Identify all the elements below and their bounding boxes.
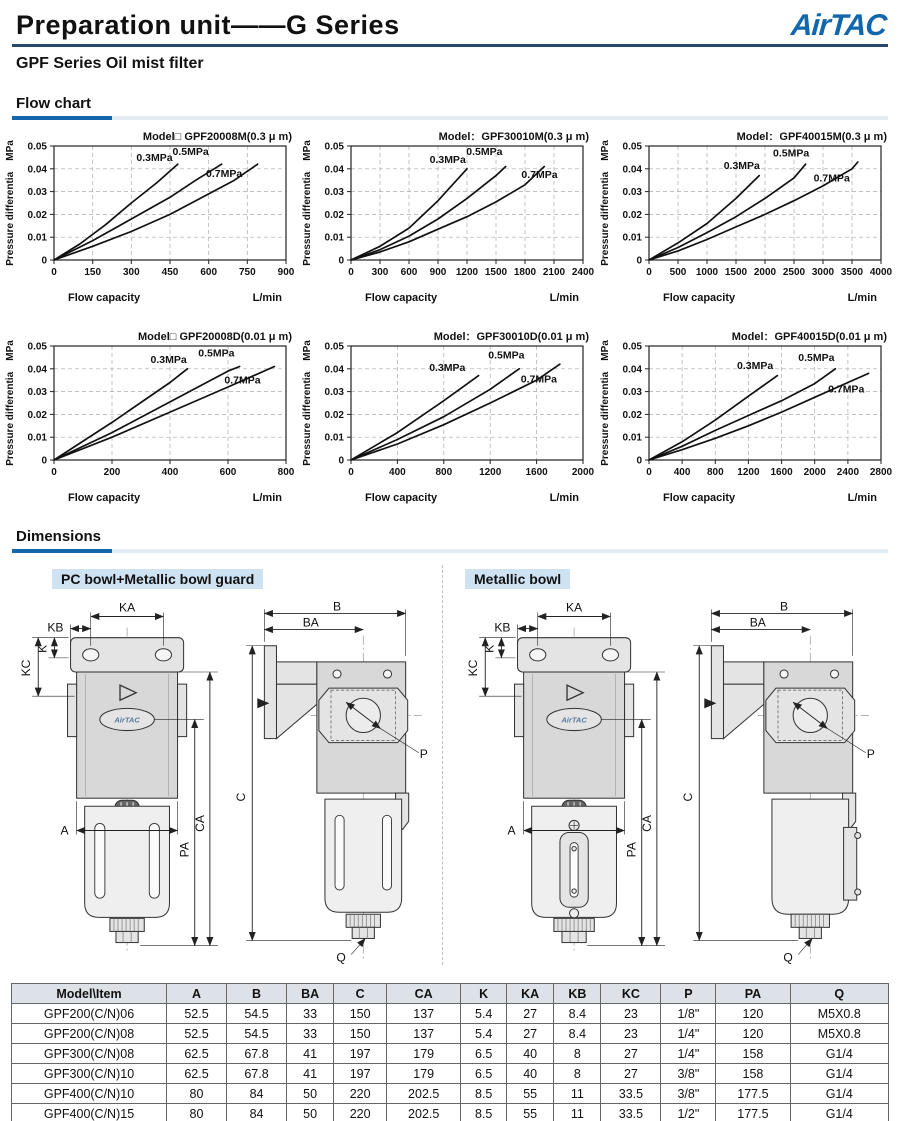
drawing-side-metallic-bowl [671,599,888,965]
table-cell: 27 [507,1004,554,1024]
table-header-cell: BA [287,984,334,1004]
svg-text:400: 400 [673,467,691,478]
svg-text:0.5MPa: 0.5MPa [172,146,209,159]
table-cell: 8 [554,1064,601,1084]
table-cell: 67.8 [227,1064,287,1084]
svg-text:0.03: 0.03 [622,187,642,199]
table-cell: 23 [601,1024,661,1044]
table-cell: 11 [554,1104,601,1121]
dim-label-b: B [333,599,342,614]
table-cell: GPF300(C/N)08 [12,1044,167,1064]
svg-text:0.03: 0.03 [324,187,345,199]
svg-text:0: 0 [41,255,47,267]
svg-text:L/min: L/min [847,292,877,304]
table-cell: 55 [507,1104,554,1121]
svg-text:1200: 1200 [736,467,760,478]
svg-text:Pressure differentia MPa: Pressure differentia MPa [302,140,314,266]
svg-text:2000: 2000 [753,267,776,278]
svg-text:900: 900 [277,267,295,278]
svg-text:0: 0 [338,255,345,267]
dim-label-kc: KC [466,659,481,677]
dim-label-q: Q [783,950,793,965]
flow-chart-gpf20008d [4,330,301,506]
table-cell: 67.8 [227,1044,287,1064]
svg-text:1200: 1200 [479,467,502,478]
svg-text:1500: 1500 [724,267,747,278]
dim-label-pa: PA [177,842,192,858]
svg-text:0: 0 [41,455,47,467]
table-cell: 1/2" [661,1104,716,1121]
svg-text:0.7MPa: 0.7MPa [813,172,850,185]
table-header-cell: B [227,984,287,1004]
table-cell: 202.5 [387,1084,461,1104]
svg-text:1200: 1200 [456,267,479,278]
dim-label-kc: KC [19,659,34,677]
table-cell: 84 [227,1104,287,1121]
table-cell: 62.5 [167,1044,227,1064]
table-cell: 1/4" [661,1044,716,1064]
table-header-cell: C [334,984,387,1004]
svg-text:0.5MPa: 0.5MPa [772,147,809,160]
metallic-bowl-drawings [459,599,888,965]
svg-text:0.04: 0.04 [622,364,642,376]
table-row [12,1104,889,1121]
svg-text:0.01: 0.01 [27,232,47,244]
svg-text:0.7MPa: 0.7MPa [521,373,558,386]
chart-svg [599,130,891,304]
svg-text:Pressure differentia MPa: Pressure differentia MPa [5,340,16,466]
table-cell: 8.5 [461,1084,507,1104]
table-cell: 197 [334,1064,387,1084]
svg-text:L/min: L/min [252,292,282,304]
dim-label-ka: KA [119,600,136,615]
dim-label-pa: PA [624,842,639,858]
svg-text:0.05: 0.05 [324,341,345,353]
table-cell: 179 [387,1044,461,1064]
svg-text:0.5MPa: 0.5MPa [466,146,503,159]
table-cell: G1/4 [790,1044,888,1064]
svg-text:0.01: 0.01 [324,432,345,444]
svg-text:4000: 4000 [869,267,892,278]
table-cell: 11 [554,1084,601,1104]
table-header-cell: KC [601,984,661,1004]
chart-svg [4,330,296,504]
svg-text:0: 0 [645,467,652,478]
svg-text:400: 400 [389,467,407,478]
chart-svg [4,130,296,304]
svg-text:0.5MPa: 0.5MPa [488,349,525,362]
table-cell: 23 [601,1004,661,1024]
svg-text:Model：GPF30010D(0.01 μ m): Model：GPF30010D(0.01 μ m) [434,331,590,343]
svg-text:0: 0 [636,455,642,467]
metallic-bowl-panel [443,565,888,965]
dim-label-k: K [35,644,50,653]
table-header-cell: Model\Item [12,984,167,1004]
drawing-side-pc-bowl [224,599,441,965]
dimension-table-body [12,1004,889,1121]
table-cell: 62.5 [167,1064,227,1084]
pc-bowl-drawings [12,599,442,965]
table-cell: 1/8" [661,1004,716,1024]
svg-text:2400: 2400 [572,267,595,278]
dimensions-area [12,565,888,965]
table-cell: 177.5 [716,1084,790,1104]
drawing-logo-text: AirTAC [114,715,140,725]
table-cell: 5.4 [461,1024,507,1044]
dim-label-c: C [234,792,249,802]
table-cell: 6.5 [461,1064,507,1084]
pc-bowl-panel-label: PC bowl+Metallic bowl guard [52,569,263,589]
svg-text:300: 300 [371,267,389,278]
dim-label-ka: KA [566,600,583,615]
table-cell: 33.5 [601,1084,661,1104]
table-cell: 52.5 [167,1024,227,1044]
table-cell: 50 [287,1104,334,1121]
table-cell: 27 [601,1044,661,1064]
chart-svg [599,330,891,504]
svg-text:Flow capacity: Flow capacity [662,492,735,504]
svg-text:0.01: 0.01 [622,232,642,244]
svg-text:0.02: 0.02 [622,409,642,421]
svg-text:2100: 2100 [543,267,566,278]
dimension-table-head [12,984,889,1004]
svg-text:0.5MPa: 0.5MPa [797,351,835,364]
svg-text:2000: 2000 [803,467,826,478]
svg-text:0.01: 0.01 [622,432,642,444]
table-cell: 158 [716,1044,790,1064]
table-cell: 197 [334,1044,387,1064]
svg-text:Pressure differentia MPa: Pressure differentia MPa [5,140,16,266]
svg-text:0.02: 0.02 [324,409,345,421]
svg-text:0.3MPa: 0.3MPa [736,359,773,372]
table-row [12,1024,889,1044]
dim-label-p: P [419,746,428,761]
dim-label-c: C [681,792,696,802]
table-cell: 3/8" [661,1084,716,1104]
svg-text:L/min: L/min [549,492,580,504]
dimension-table [11,983,889,1121]
table-header-cell: K [461,984,507,1004]
table-cell: 202.5 [387,1104,461,1121]
table-cell: 33.5 [601,1104,661,1121]
dim-label-q: Q [336,950,346,965]
svg-text:0.05: 0.05 [27,141,47,153]
table-cell: 220 [334,1084,387,1104]
svg-text:Model□ GPF20008M(0.3 μ m): Model□ GPF20008M(0.3 μ m) [142,131,292,143]
svg-text:0.3MPa: 0.3MPa [136,151,173,164]
svg-text:0.3MPa: 0.3MPa [429,362,466,375]
svg-text:0.03: 0.03 [622,387,642,399]
svg-text:0: 0 [348,467,355,478]
svg-text:Pressure differentia MPa: Pressure differentia MPa [302,340,314,466]
table-cell: 33 [287,1004,334,1024]
table-header-cell: CA [387,984,461,1004]
table-cell: 137 [387,1024,461,1044]
table-cell: 6.5 [461,1044,507,1064]
table-cell: M5X0.8 [790,1004,888,1024]
svg-text:0: 0 [51,467,57,478]
series-subtitle: GPF Series Oil mist filter [16,55,204,72]
svg-text:600: 600 [400,267,418,278]
svg-text:0: 0 [348,267,355,278]
svg-text:1800: 1800 [514,267,537,278]
table-cell: 52.5 [167,1004,227,1024]
drawing-front-pc-bowl [12,599,224,955]
svg-text:0.04: 0.04 [27,364,47,376]
table-cell: GPF200(C/N)06 [12,1004,167,1024]
table-cell: 40 [507,1064,554,1084]
table-cell: 54.5 [227,1024,287,1044]
svg-text:200: 200 [103,467,121,478]
svg-text:300: 300 [122,267,140,278]
chart-svg [301,130,593,304]
table-header-cell: P [661,984,716,1004]
dim-label-b: B [780,599,789,614]
table-row [12,1004,889,1024]
svg-text:150: 150 [84,267,102,278]
table-header-cell: A [167,984,227,1004]
table-cell: GPF400(C/N)10 [12,1084,167,1104]
table-cell: 55 [507,1084,554,1104]
svg-text:0.05: 0.05 [324,141,345,153]
table-cell: 80 [167,1084,227,1104]
svg-text:0.5MPa: 0.5MPa [198,347,235,360]
svg-text:L/min: L/min [252,492,282,504]
table-cell: M5X0.8 [790,1024,888,1044]
table-cell: 84 [227,1084,287,1104]
svg-text:750: 750 [238,267,256,278]
table-cell: 8.5 [461,1104,507,1121]
svg-text:400: 400 [161,467,179,478]
svg-text:0: 0 [636,255,642,267]
svg-text:450: 450 [161,267,179,278]
svg-text:1000: 1000 [695,267,718,278]
dimensions-section-title: Dimensions [16,528,102,545]
dim-label-ba: BA [302,615,319,630]
svg-text:L/min: L/min [549,292,580,304]
table-cell: 41 [287,1064,334,1084]
table-header-cell: PA [716,984,790,1004]
svg-text:0.02: 0.02 [622,209,642,221]
svg-text:0.7MPa: 0.7MPa [827,383,864,396]
table-cell: 27 [507,1024,554,1044]
table-cell: 80 [167,1104,227,1121]
table-cell: 8.4 [554,1004,601,1024]
dimensions-section-rule [12,549,888,553]
svg-text:Pressure differentia MPa: Pressure differentia MPa [599,340,611,466]
svg-text:Model：GPF40015M(0.3 μ m): Model：GPF40015M(0.3 μ m) [736,131,887,143]
table-header-cell: KB [554,984,601,1004]
dim-label-p: P [866,746,875,761]
dim-label-ca: CA [639,815,654,832]
svg-text:0: 0 [338,455,345,467]
svg-text:0.03: 0.03 [324,387,345,399]
table-header-cell: Q [790,984,888,1004]
svg-text:800: 800 [277,467,295,478]
svg-text:3000: 3000 [811,267,834,278]
svg-text:0.04: 0.04 [622,164,642,176]
table-cell: GPF400(C/N)15 [12,1104,167,1121]
dim-label-ba: BA [749,615,766,630]
table-cell: 8.4 [554,1024,601,1044]
flow-chart-grid [0,120,900,506]
table-cell: 1/4" [661,1024,716,1044]
flow-chart-section-title: Flow chart [16,95,92,112]
svg-text:Flow capacity: Flow capacity [662,292,735,304]
dim-label-k: K [482,644,497,653]
table-row [12,1064,889,1084]
svg-text:0.7MPa: 0.7MPa [224,374,261,387]
table-row [12,1044,889,1064]
table-cell: 3/8" [661,1064,716,1084]
svg-text:2500: 2500 [782,267,805,278]
svg-text:800: 800 [706,467,724,478]
svg-text:0.01: 0.01 [27,432,47,444]
svg-text:500: 500 [669,267,686,278]
flow-chart-gpf40015d [599,330,896,506]
svg-text:3500: 3500 [840,267,863,278]
svg-text:2000: 2000 [572,467,595,478]
page-header [0,0,900,41]
table-cell: 150 [334,1004,387,1024]
svg-text:0.02: 0.02 [324,209,345,221]
svg-text:0.05: 0.05 [622,141,642,153]
dim-label-kb: KB [47,620,64,635]
svg-text:Model：GPF30010M(0.3 μ m): Model：GPF30010M(0.3 μ m) [438,131,590,143]
svg-text:600: 600 [200,267,218,278]
svg-text:0.02: 0.02 [27,209,47,221]
svg-text:0.7MPa: 0.7MPa [521,168,558,181]
pc-bowl-panel [12,565,443,965]
svg-text:2400: 2400 [836,467,859,478]
svg-text:0.3MPa: 0.3MPa [429,154,467,167]
table-cell: 8 [554,1044,601,1064]
table-cell: 179 [387,1064,461,1084]
table-header-cell: KA [507,984,554,1004]
table-cell: 150 [334,1024,387,1044]
table-cell: 120 [716,1024,790,1044]
dim-label-kb: KB [494,620,511,635]
svg-text:1500: 1500 [485,267,508,278]
svg-text:0.04: 0.04 [324,364,345,376]
table-cell: 120 [716,1004,790,1024]
table-cell: GPF200(C/N)08 [12,1024,167,1044]
table-cell: 33 [287,1024,334,1044]
flow-chart-gpf40015m [599,130,896,306]
table-cell: 177.5 [716,1104,790,1121]
svg-text:600: 600 [219,467,237,478]
svg-text:1600: 1600 [770,467,793,478]
svg-text:0.3MPa: 0.3MPa [723,159,760,172]
table-cell: 41 [287,1044,334,1064]
svg-text:800: 800 [435,467,453,478]
flow-chart-gpf30010m [301,130,598,306]
table-cell: 137 [387,1004,461,1024]
page-title: Preparation unit——G Series [16,10,400,40]
table-cell: 158 [716,1064,790,1084]
drawing-front-metallic-bowl [459,599,671,955]
table-cell: 27 [601,1064,661,1084]
table-row [12,1084,889,1104]
svg-text:0.03: 0.03 [27,187,47,199]
flow-chart-gpf20008m [4,130,301,306]
svg-text:0.01: 0.01 [324,232,345,244]
table-cell: 5.4 [461,1004,507,1024]
airtac-logo: AirTAC [789,9,888,42]
svg-text:0.02: 0.02 [27,409,47,421]
table-header-row [12,984,889,1004]
table-cell: G1/4 [790,1104,888,1121]
dim-label-a: A [507,823,516,838]
table-cell: 40 [507,1044,554,1064]
svg-text:Model：GPF40015D(0.01 μ m): Model：GPF40015D(0.01 μ m) [731,331,887,343]
svg-text:Flow capacity: Flow capacity [365,492,438,504]
svg-text:0.03: 0.03 [27,387,47,399]
svg-text:2800: 2800 [869,467,892,478]
chart-svg [301,330,593,504]
dim-label-a: A [60,823,69,838]
svg-text:0.7MPa: 0.7MPa [206,167,243,180]
svg-text:Model□ GPF20008D(0.01 μ m): Model□ GPF20008D(0.01 μ m) [138,331,292,343]
svg-text:900: 900 [429,267,447,278]
metallic-bowl-panel-label: Metallic bowl [465,569,570,589]
svg-text:1600: 1600 [525,467,549,478]
svg-text:0.3MPa: 0.3MPa [150,354,187,367]
svg-text:L/min: L/min [847,492,877,504]
svg-text:Flow capacity: Flow capacity [68,492,141,504]
svg-text:0.04: 0.04 [27,164,47,176]
drawing-logo-text: AirTAC [561,715,587,725]
svg-text:Flow capacity: Flow capacity [68,292,141,304]
table-cell: GPF300(C/N)10 [12,1064,167,1084]
svg-text:0: 0 [645,267,652,278]
table-cell: 54.5 [227,1004,287,1024]
flow-chart-gpf30010d [301,330,598,506]
svg-text:0.05: 0.05 [622,341,642,353]
svg-text:0.05: 0.05 [27,341,47,353]
dim-label-ca: CA [192,815,207,832]
svg-text:0.04: 0.04 [324,164,345,176]
table-cell: 220 [334,1104,387,1121]
svg-text:Flow capacity: Flow capacity [365,292,438,304]
table-cell: 50 [287,1084,334,1104]
table-cell: G1/4 [790,1084,888,1104]
table-cell: G1/4 [790,1064,888,1084]
svg-text:0: 0 [51,267,57,278]
svg-text:Pressure differentia MPa: Pressure differentia MPa [599,140,611,266]
